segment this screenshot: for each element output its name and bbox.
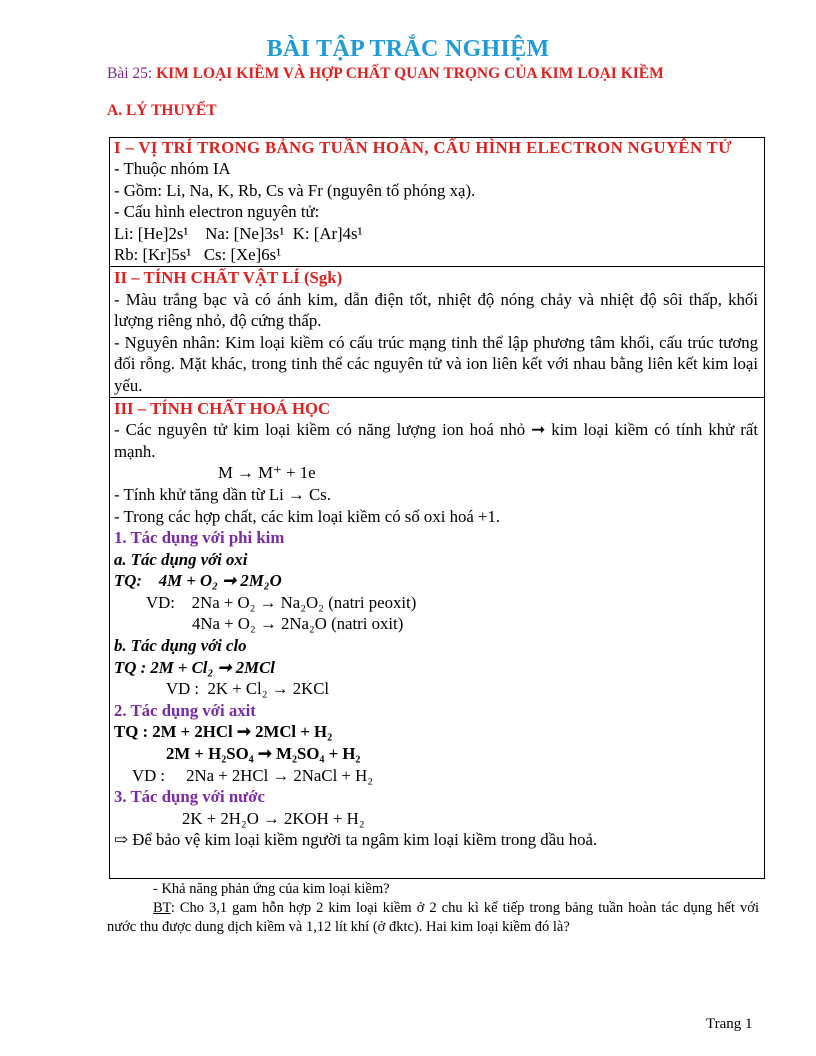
elements-line: - Gồm: Li, Na, K, Rb, Cs và Fr (nguyên tố phóng xạ).	[114, 180, 476, 200]
physical-properties: - Màu trắng bạc và có ánh kim, dẫn điện tốt, nhiệt độ nóng chảy và nhiệt độ sôi thấp, khối lượng riêng nhỏ, độ cứng thấp.	[114, 289, 758, 331]
section-position	[110, 138, 764, 267]
page-title: BÀI TẬP TRẮC NGHIỆM	[266, 36, 550, 62]
example-water: 2K + 2H₂O → 2KOH + H₂	[182, 808, 365, 828]
oxidation-state: - Trong các hợp chất, các kim loại kiềm có số oxi hoá +1.	[114, 506, 501, 526]
section-a-heading: A. LÝ THUYẾT	[107, 102, 217, 119]
config-rb-cs: Rb: [Kr]5s¹ Cs: [Xe]6s¹	[114, 245, 282, 265]
page-number: Trang 1	[706, 1016, 753, 1032]
question-reactivity: - Khả năng phản ứng của kim loại kiềm?	[153, 881, 390, 897]
ionization-equation: M → M⁺ + 1e	[218, 463, 316, 483]
example-acid: VD : 2Na + 2HCl → 2NaCl + H₂	[132, 765, 374, 785]
config-li-na-k: Li: [He]2s¹ Na: [Ne]3s¹ K: [Ar]4s¹	[114, 223, 363, 243]
storage-note: ⇨ Để bảo vệ kim loại kiềm người ta ngâm kim loại kiềm trong dầu hoả.	[114, 830, 598, 850]
subheading-nonmetal: 1. Tác dụng với phi kim	[114, 528, 285, 548]
general-eq-acid-1: TQ : 2M + 2HCl ➞ 2MCl + H₂	[114, 722, 333, 742]
theory-table	[109, 137, 765, 879]
subheading-acid: 2. Tác dụng với axit	[114, 700, 256, 720]
example-oxygen-1: VD: 2Na + O₂ → Na₂O₂ (natri peoxit)	[146, 592, 417, 612]
section-chemical	[110, 398, 764, 851]
reducing-trend: - Tính khử tăng dần từ Li → Cs.	[114, 484, 331, 504]
section-2-heading: II – TÍNH CHẤT VẬT LÍ (Sgk)	[114, 267, 343, 287]
example-oxygen-2: 4Na + O₂ → 2Na₂O (natri oxit)	[192, 614, 404, 634]
subheading-chlorine: b. Tác dụng với clo	[114, 636, 247, 656]
exercise-label: BT	[153, 900, 171, 916]
general-eq-chlorine: TQ : 2M + Cl₂ ➞ 2MCl	[114, 657, 275, 677]
group-line: - Thuộc nhóm IA	[114, 159, 231, 178]
exercise-text: : Cho 3,1 gam hỗn hợp 2 kim loại kiềm ở 2 chu kì kế tiếp trong bảng tuần hoàn tác dụng hết với nước thu được dung dịch kiềm và 1,12 lít khí (ở đktc). Hai kim loại kiềm đó là?	[107, 900, 759, 935]
section-1-heading: I – VỊ TRÍ TRONG BẢNG TUẦN HOÀN, CẤU HÌNH ELECTRON NGUYÊN TỬ	[114, 138, 732, 157]
config-line: - Cấu hình electron nguyên tử:	[114, 202, 320, 222]
general-eq-acid-2: 2M + H₂SO₄ ➞ M₂SO₄ + H₂	[166, 744, 361, 764]
reducing-property: - Các nguyên tử kim loại kiềm có năng lượng ion hoá nhỏ ➞ kim loại kiềm có tính khử rất mạnh.	[114, 420, 758, 461]
lesson-label: Bài 25:	[107, 65, 153, 82]
lesson-subtitle	[107, 65, 664, 83]
exercise-question	[107, 899, 759, 937]
section-3-heading: III – TÍNH CHẤT HOÁ HỌC	[114, 398, 331, 418]
subheading-water: 3. Tác dụng với nước	[114, 787, 265, 807]
lesson-title: KIM LOẠI KIỀM VÀ HỢP CHẤT QUAN TRỌNG CỦA KIM LOẠI KIỀM	[156, 65, 664, 82]
subheading-oxygen: a. Tác dụng với oxi	[114, 549, 248, 569]
physical-reason: - Nguyên nhân: Kim loại kiềm có cấu trúc mạng tinh thể lập phương tâm khối, cấu trúc tương đối rỗng. Mặt khác, trong tinh thể các nguyên tử và ion liên kết với nhau bằng liên kết kim loại yếu.	[114, 332, 758, 395]
example-chlorine: VD : 2K + Cl₂ → 2KCl	[166, 679, 330, 699]
section-physical	[110, 267, 764, 398]
general-eq-oxygen: TQ: 4M + O₂ ➞ 2M₂O	[114, 571, 282, 591]
